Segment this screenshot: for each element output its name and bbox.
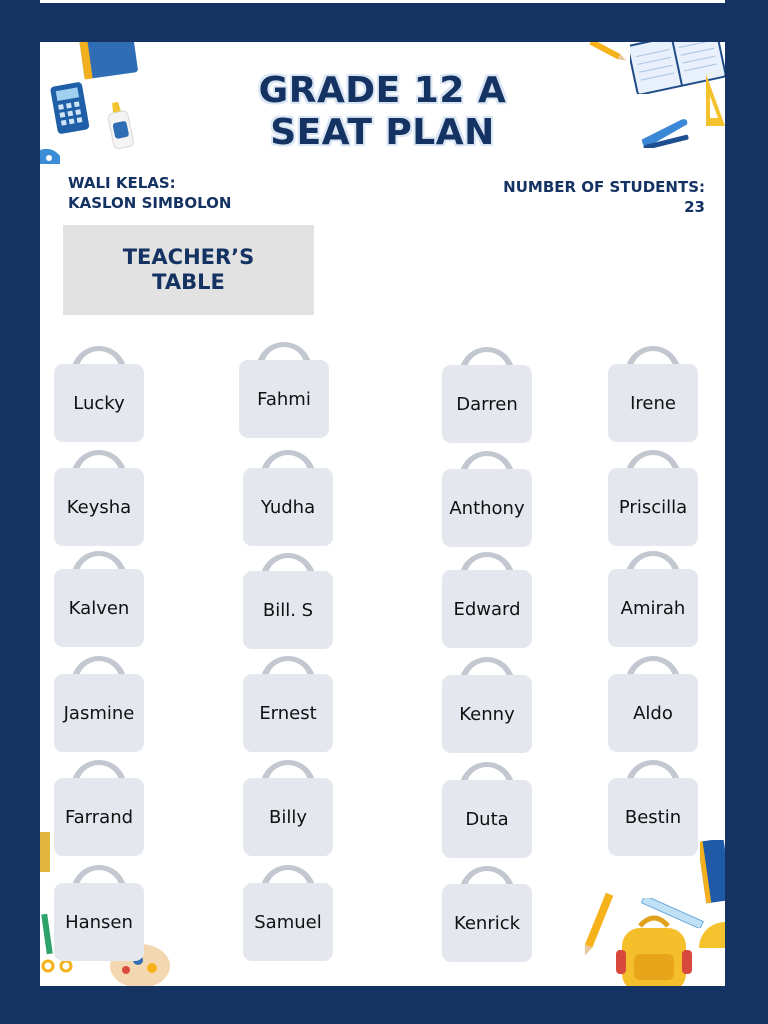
seat-desk — [243, 760, 333, 856]
student-name: Ernest — [243, 674, 333, 752]
seat-desk — [54, 656, 144, 752]
wali-kelas-label: WALI KELAS: — [68, 174, 176, 192]
seat-desk — [54, 346, 144, 442]
teachers-table-line-2: TABLE — [152, 270, 225, 294]
seat-desk — [54, 450, 144, 546]
student-name: Duta — [442, 780, 532, 858]
seat-desk — [243, 553, 333, 649]
student-name: Keysha — [54, 468, 144, 546]
blue-book-icon — [700, 840, 725, 904]
student-name: Anthony — [442, 469, 532, 547]
student-name: Amirah — [608, 569, 698, 647]
student-count-info — [503, 177, 705, 217]
top-border-strip — [40, 0, 725, 3]
student-name: Irene — [608, 364, 698, 442]
student-name: Billy — [243, 778, 333, 856]
seat-plan-page — [40, 42, 725, 986]
student-name: Kenrick — [442, 884, 532, 962]
student-name: Edward — [442, 570, 532, 648]
student-count-label: NUMBER OF STUDENTS: — [503, 178, 705, 196]
seat-desk — [442, 762, 532, 858]
student-name: Bestin — [608, 778, 698, 856]
backpack-icon — [612, 914, 696, 986]
book-spine-icon — [40, 832, 52, 872]
student-name: Kalven — [54, 569, 144, 647]
student-name: Samuel — [243, 883, 333, 961]
student-name: Hansen — [54, 883, 144, 961]
seat-desk — [54, 551, 144, 647]
page-title — [40, 70, 725, 154]
wali-kelas-name: KASLON SIMBOLON — [68, 194, 232, 212]
seat-desk — [608, 450, 698, 546]
seat-desk — [608, 551, 698, 647]
protractor-icon — [696, 920, 725, 960]
seat-desk — [243, 450, 333, 546]
seat-desk — [442, 347, 532, 443]
teachers-table-line-1: TEACHER’S — [122, 245, 255, 269]
student-count-value: 23 — [684, 198, 705, 216]
student-name: Jasmine — [54, 674, 144, 752]
student-name: Aldo — [608, 674, 698, 752]
seat-desk — [243, 656, 333, 752]
teachers-table — [63, 225, 314, 315]
seat-desk — [442, 866, 532, 962]
seat-desk — [239, 342, 329, 438]
student-name: Farrand — [54, 778, 144, 856]
seat-desk — [608, 760, 698, 856]
seat-desk — [442, 451, 532, 547]
seat-desk — [608, 656, 698, 752]
student-name: Fahmi — [239, 360, 329, 438]
seat-desk — [243, 865, 333, 961]
student-name: Kenny — [442, 675, 532, 753]
student-name: Priscilla — [608, 468, 698, 546]
title-line-2: SEAT PLAN — [270, 112, 495, 153]
title-line-1: GRADE 12 A — [258, 70, 507, 111]
seat-desk — [608, 346, 698, 442]
seat-desk — [442, 552, 532, 648]
seat-desk — [54, 865, 144, 961]
pencil-icon — [588, 42, 628, 62]
seat-desk — [54, 760, 144, 856]
student-name: Lucky — [54, 364, 144, 442]
pencil-icon — [580, 888, 616, 958]
student-name: Yudha — [243, 468, 333, 546]
student-name: Bill. S — [243, 571, 333, 649]
homeroom-teacher-info — [68, 173, 231, 213]
student-name: Darren — [442, 365, 532, 443]
seat-desk — [442, 657, 532, 753]
